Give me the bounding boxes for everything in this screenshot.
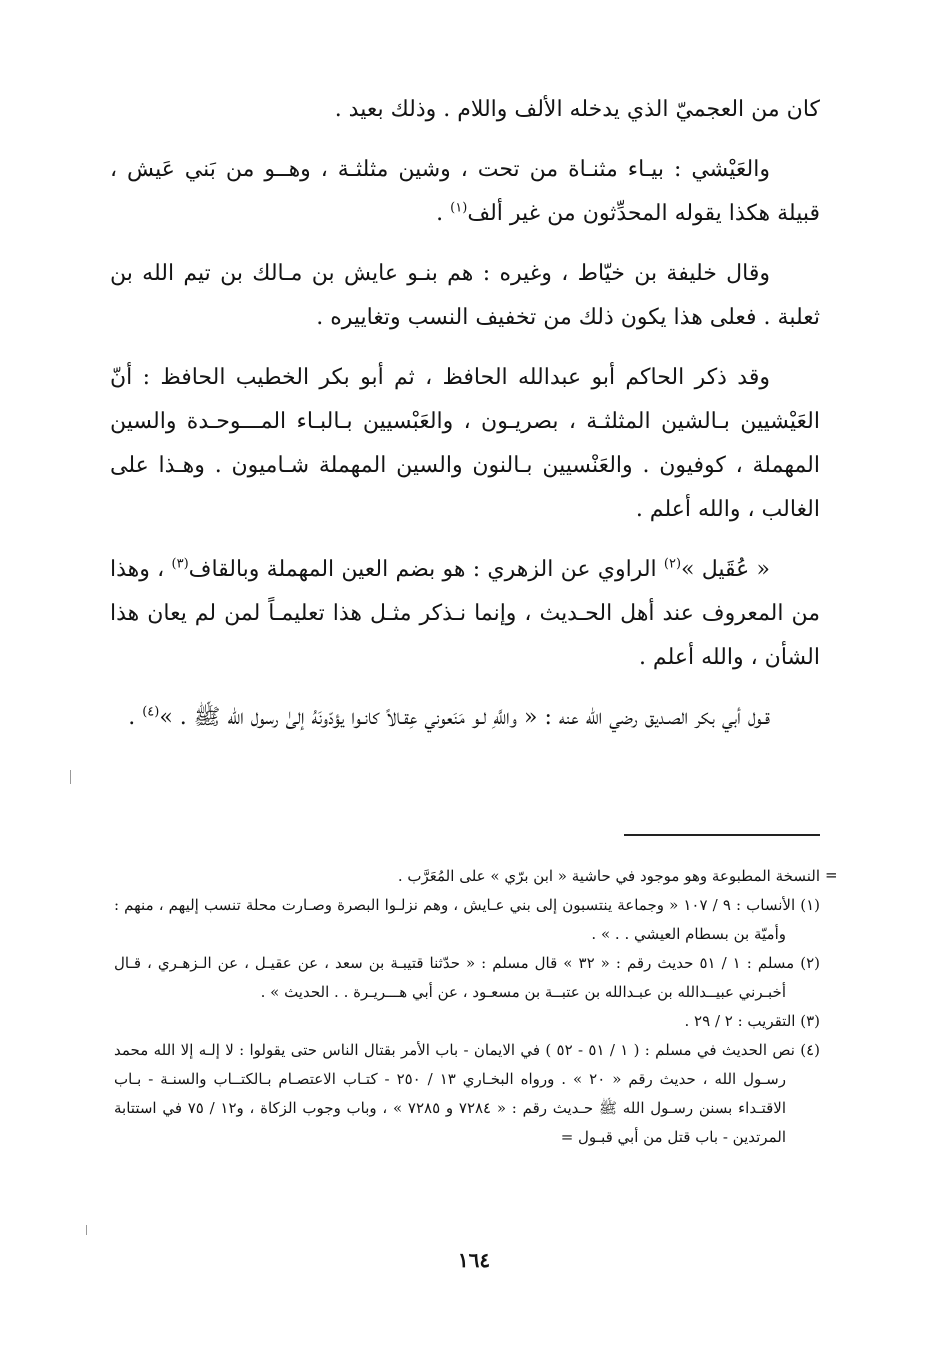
paragraph-3 <box>110 252 820 340</box>
paragraph-5-text-b: الراوي عن الزهري : هو بضم العين المهملة وبالقاف <box>188 557 664 582</box>
paragraph-3-text: وقال خليفة بن خيّاط ، وغيره : هم بنـو عايش بن مـالك بن تيم الله بن ثعلبة . فعلى هذا يكون ذلك من تخفيف النسب وتغاييره . <box>110 261 820 330</box>
paragraph-4 <box>110 356 820 532</box>
paragraph-5 <box>110 548 820 680</box>
footnote-1: (١) الأنساب : ٩ / ١٠٧ « وجماعة ينتسبون إلى بني عـايش ، وهم نزلـوا البصرة وصـارت محلة تنسب إليهم ، منهم : وأميّة بن بسطام العيشي . . » . <box>114 896 821 943</box>
paragraph-6-text-a: قـول أبي بكر الصـديق رضي الله عنه : « واللَّهِ لـو مَنَعوني عِقـالاً كانـوا يؤدّونَهُ إلىٰ رسول الله ﷺ . » <box>159 705 770 730</box>
paragraph-5-text-c: ، وهذا من المعروف عند أهل الحـديث ، وإنما نـذكر مثـل هذا تعليمـاً لمن لم يعان هذا الشأن ، والله أعلم . <box>110 557 820 670</box>
paragraph-2-text-b: . <box>436 201 451 226</box>
margin-speck <box>70 770 71 784</box>
paragraph-4-text: وقد ذكر الحاكم أبو عبدالله الحافظ ، ثم أبو بكر الخطيب الحافظ : أنّ العَيْشيين بـالشين المثلثـة ، بصريـون ، والعَبْسيين بـالبـاء المـــوحـدة والسين المهملة ، كوفيون . والعَنْسيين بـالنون والسين المهملة شـاميون . وهـذا على الغالب ، والله أعلم . <box>110 365 820 522</box>
paragraph-5-text-a: « عُقَيل » <box>681 557 771 582</box>
footnote-ref-1[interactable]: (١) <box>450 200 468 216</box>
paragraph-1 <box>110 88 820 132</box>
footnote-2: (٢) مسلم : ١ / ٥١ حديث رقم : « ٣٢ » قال مسلم : « حدّثنا قتيبـة بن سعد ، عن عقيـل ، عن الـزهـري ، قـال أخبـرني عبيــدالله بن عبـدالله بن عتبــة بن مسعـود ، عن أبي هـــريـرة . . الحديث » . <box>114 954 820 1001</box>
footnote-3: (٣) التقريب : ٢ / ٢٩ . <box>684 1012 820 1030</box>
main-text <box>110 88 820 756</box>
footnote-4: (٤) نص الحديث في مسلم : ( ١ / ٥١ - ٥٢ ) في الايمان - باب الأمر بقتال الناس حتى يقولوا : لا إلـه إلا الله محمد رسـول الله ، حديث رقم « ٢٠ » . ورواه البخـاري ١٣ / ٢٥٠ - كتـاب الاعتصـام بـالكتــاب والسنـة - بـاب الاقتـداء بسنن رسـول الله ﷺ حـديث رقم : « ٧٢٨٤ و ٧٢٨٥ » ، وباب وجوب الزكاة ، و١٢ / ٧٥ في استتابة المرتدين - باب قتل من أبي قبـول = <box>114 1041 821 1146</box>
footnote-ref-3[interactable]: (٣) <box>171 556 189 572</box>
footnote-separator <box>624 834 820 836</box>
page-number: ١٦٤ <box>457 1248 491 1272</box>
footnote-ref-4[interactable]: (٤) <box>142 704 160 720</box>
footnote-ref-2[interactable]: (٢) <box>663 556 682 572</box>
paragraph-1-text: كان من العجميّ الذي يدخله الألف واللام . وذلك بعيد . <box>334 97 820 122</box>
footnotes <box>114 862 820 1152</box>
paragraph-6 <box>110 696 820 740</box>
footnote-continuation-mark: = <box>825 866 838 884</box>
footnote-continued: النسخة المطبوعة وهو موجود في حاشية « ابن برّي » على المُعَرَّب . <box>397 867 820 885</box>
paragraph-2-text-a: والعَيْشي : بيـاء مثنـاة من تحت ، وشين مثلثـة ، وهــو من بَني عَيش ، قبيلة هكذا يقوله المحدِّثون من غير ألف <box>110 157 820 226</box>
paragraph-6-text-b: . <box>128 705 143 730</box>
margin-speck <box>86 1225 87 1235</box>
paragraph-2 <box>110 148 820 236</box>
